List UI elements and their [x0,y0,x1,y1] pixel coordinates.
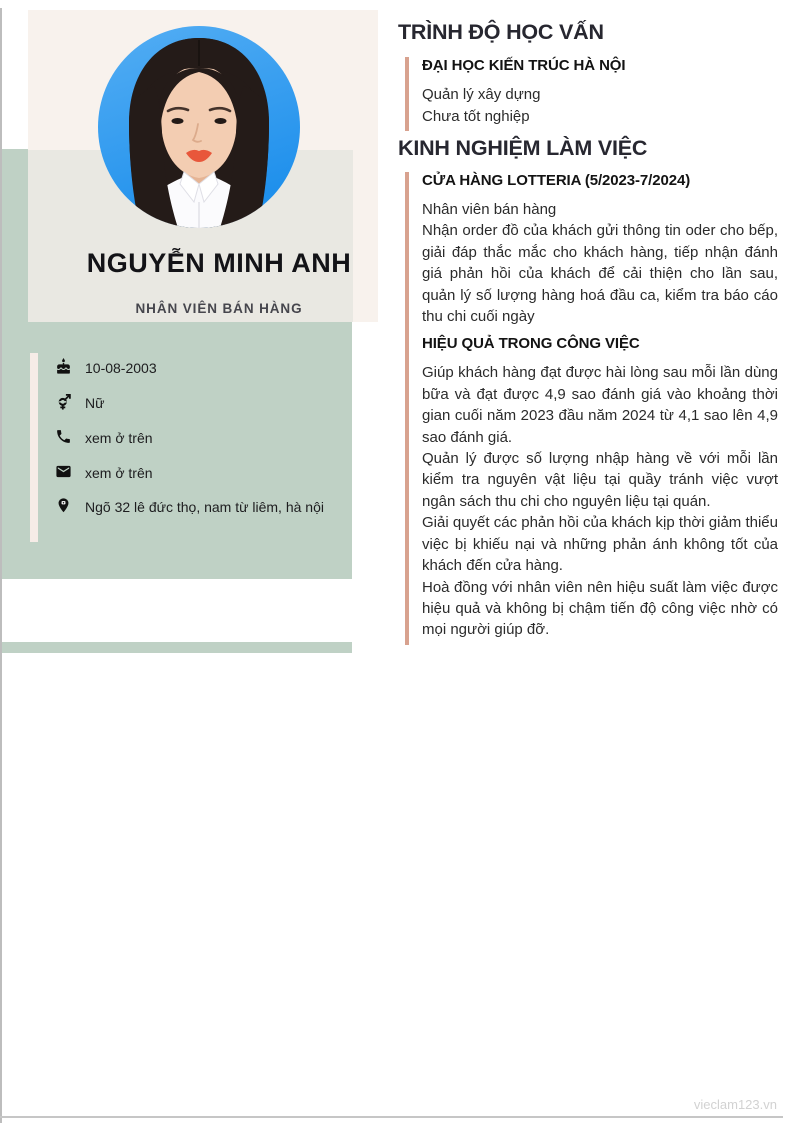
info-row-gender [55,392,335,414]
portrait-illustration [98,26,300,228]
education-block [405,57,778,131]
achievement-item: Giúp khách hàng đạt được hài lòng sau mỗi lần dùng bữa và đạt được 4,9 sao đánh giá vào khoảng thời gian cuối năm 2023 đầu năm 2024 từ 4,1 sao lên 4,9 sao đánh giá. [422,364,778,446]
site-watermark: vieclam123.vn [693,1097,777,1112]
info-row-birthday [55,357,335,379]
experience-section-title: KINH NGHIỆM LÀM VIỆC [398,136,648,160]
info-row-phone [55,427,335,449]
candidate-name: NGUYỄN MINH ANH [86,248,352,278]
gender-icon [55,393,72,410]
birthday-icon [55,358,72,375]
info-row-email [55,462,335,484]
left-green-strip [0,642,352,653]
page-bottom-edge [0,1116,783,1118]
phone-value: xem ở trên [85,430,153,446]
education-section-title: TRÌNH ĐỘ HỌC VẤN [398,20,604,44]
gender-value: Nữ [85,395,105,411]
profile-photo [98,26,300,228]
education-school: ĐẠI HỌC KIẾN TRÚC HÀ NỘI [422,57,626,74]
info-row-address [55,496,335,518]
experience-company: CỬA HÀNG LOTTERIA (5/2023-7/2024) [422,172,691,189]
email-icon [55,463,72,480]
education-major: Quản lý xây dựng [422,86,541,103]
experience-block [405,172,778,645]
page-left-edge [0,8,2,1123]
address-value: Ngõ 32 lê đức thọ, nam từ liêm, hà nội [85,499,324,515]
candidate-job-title: NHÂN VIÊN BÁN HÀNG [135,301,303,316]
experience-description: Nhận order đồ của khách gửi thông tin oder cho bếp, giải đáp thắc mắc cho khách hàng, tiếp nhận đánh giá phản hồi của khách để cải thiện cho lần sau, quản lý số lượng hàng hoá đầu ca, kiểm tra báo cáo thu chi cuối ngày [422,222,778,326]
birthday-value: 10-08-2003 [85,360,157,376]
achievement-item: Giải quyết các phản hồi của khách kịp thời giảm thiểu việc bị khiếu nại và những phản ánh không tốt của khách đến cửa hàng. [422,514,778,575]
phone-icon [55,428,72,445]
achievement-item: Quản lý được số lượng nhập hàng về với mỗi lần kiểm tra nguyên vật liệu tại quầy tránh việc vượt ngân sách thu chi cho nguyên liệu tại quán. [422,450,778,510]
experience-role: Nhân viên bán hàng [422,201,557,218]
education-status: Chưa tốt nghiệp [422,108,530,125]
experience-subsection-title: HIỆU QUẢ TRONG CÔNG VIỆC [422,335,640,353]
info-accent-bar [30,353,38,542]
address-icon [55,497,72,514]
achievement-item: Hoà đồng với nhân viên nên hiệu suất làm việc được hiệu quả và không bị chậm tiến độ công việc nhờ có mọi người giúp đỡ. [422,578,778,639]
email-value: xem ở trên [85,465,153,481]
